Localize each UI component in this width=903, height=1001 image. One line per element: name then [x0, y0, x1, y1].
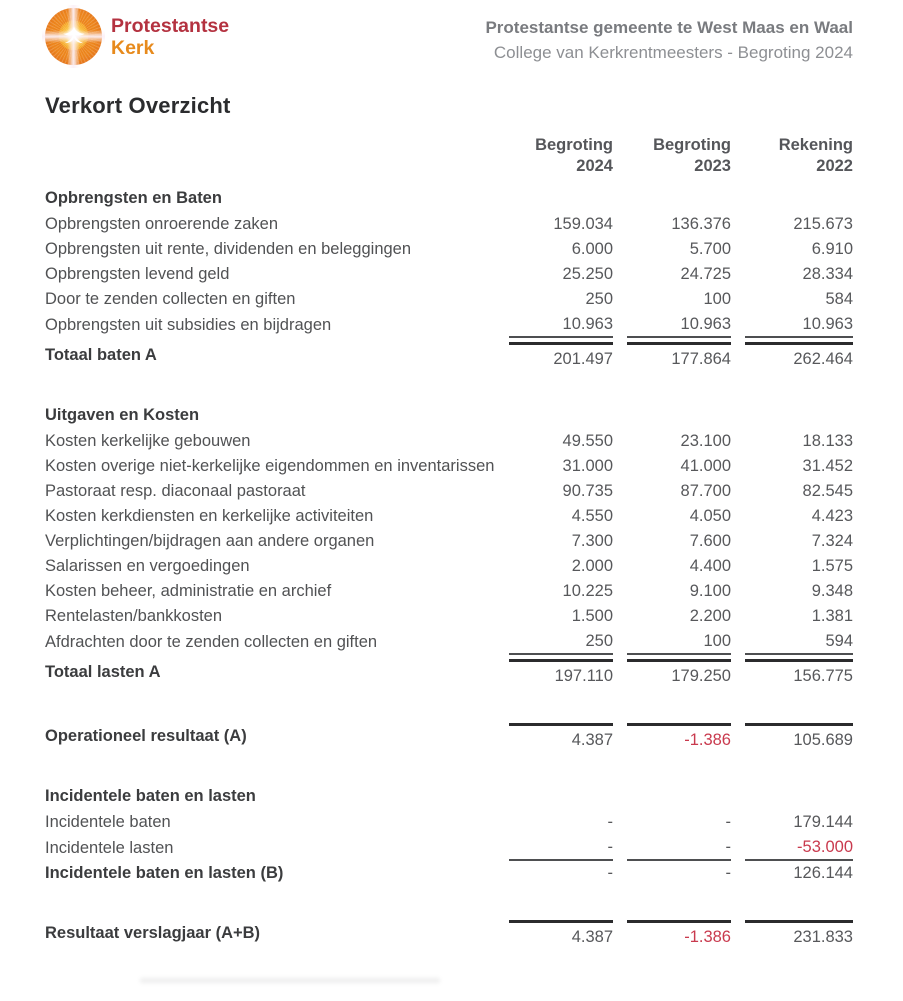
- column-year: 2022: [816, 157, 853, 176]
- cell-value: 197.110: [509, 659, 613, 689]
- protestantse-kerk-logo: [45, 8, 229, 65]
- table-body: [45, 185, 853, 950]
- page-header: [45, 8, 853, 65]
- row-label: Opbrengsten uit subsidies en bijdragen: [45, 315, 332, 334]
- table-row: [45, 429, 853, 454]
- cell-value: -53.000: [745, 835, 853, 861]
- cell-value: 4.400: [689, 557, 731, 576]
- column-header-begroting-2024: [495, 135, 613, 177]
- cell-value: 18.133: [802, 432, 853, 451]
- cell-value: 4.050: [689, 507, 731, 526]
- organisation-header: [485, 8, 853, 65]
- cell-value: 6.000: [571, 240, 613, 259]
- cell-value: 136.376: [671, 215, 731, 234]
- total-row: [45, 916, 853, 950]
- cell-value: 4.550: [571, 507, 613, 526]
- cell-value: 584: [825, 290, 853, 309]
- row-label: Incidentele baten en lasten (B): [45, 864, 284, 883]
- table-row: [45, 529, 853, 554]
- cell-value: -1.386: [627, 723, 731, 753]
- organisation-subtitle: College van Kerkrentmeesters - Begroting 2024: [493, 42, 853, 62]
- cell-value: 10.225: [562, 582, 613, 601]
- total-row: [45, 719, 853, 753]
- cell-value: 10.963: [627, 312, 731, 338]
- row-label: Kosten beheer, administratie en archief: [45, 582, 332, 601]
- cell-value: -: [607, 813, 613, 832]
- cell-value: 1.381: [811, 607, 853, 626]
- column-header-begroting-2023: [613, 135, 731, 177]
- organisation-title: Protestantse gemeente te West Maas en Waal: [485, 18, 853, 37]
- row-label: Opbrengsten levend geld: [45, 265, 230, 284]
- table-row: [45, 312, 853, 338]
- cell-value: 5.700: [689, 240, 731, 259]
- cell-value: 156.775: [745, 659, 853, 689]
- page-cutoff-artifact: [140, 978, 440, 983]
- cell-value: 100: [703, 290, 731, 309]
- cell-value: 82.545: [802, 482, 853, 501]
- cell-value: 250: [585, 290, 613, 309]
- column-label: Begroting: [535, 136, 613, 155]
- cell-value: 159.034: [553, 215, 613, 234]
- row-label: Salarissen en vergoedingen: [45, 557, 250, 576]
- dove-icon: [59, 21, 89, 51]
- row-label: Rentelasten/bankkosten: [45, 607, 223, 626]
- cell-value: 31.452: [802, 457, 853, 476]
- cell-value: 87.700: [680, 482, 731, 501]
- cell-value: 23.100: [680, 432, 731, 451]
- row-label: Afdrachten door te zenden collecten en giften: [45, 632, 378, 651]
- row-label: Uitgaven en Kosten: [45, 406, 200, 425]
- row-label: Kosten overige niet-kerkelijke eigendommen en inventarissen: [45, 457, 495, 476]
- cell-value: -: [725, 813, 731, 832]
- row-label: Incidentele lasten: [45, 838, 174, 857]
- table-row: [45, 629, 853, 655]
- logo-line-2: Kerk: [111, 36, 155, 59]
- logo-wordmark: [111, 14, 229, 58]
- total-row: [45, 655, 853, 689]
- cell-value: 90.735: [562, 482, 613, 501]
- cell-value: 179.144: [793, 813, 853, 832]
- row-label: Totaal baten A: [45, 345, 157, 364]
- table-row: [45, 237, 853, 262]
- page-title: Verkort Overzicht: [45, 93, 231, 119]
- table-row: [45, 479, 853, 504]
- cell-value: 231.833: [745, 920, 853, 950]
- section-spacer: [45, 753, 853, 783]
- row-label: Pastoraat resp. diaconaal pastoraat: [45, 482, 306, 501]
- row-label: Operationeel resultaat (A): [45, 726, 247, 745]
- cell-value: 10.963: [509, 312, 613, 338]
- cell-value: 4.387: [509, 723, 613, 753]
- table-row: [45, 579, 853, 604]
- section-header-row: [45, 185, 853, 212]
- cell-value: 594: [745, 629, 853, 655]
- section-spacer: [45, 372, 853, 402]
- cell-value: 1.500: [571, 607, 613, 626]
- column-label: Begroting: [653, 136, 731, 155]
- section-header-row: [45, 783, 853, 810]
- sunburst-cross-dove-icon: [45, 8, 102, 65]
- section-header-row: [45, 402, 853, 429]
- cell-value: 179.250: [627, 659, 731, 689]
- row-label: Opbrengsten onroerende zaken: [45, 215, 278, 234]
- table-row: [45, 454, 853, 479]
- table-row: [45, 835, 853, 861]
- table-row: [45, 554, 853, 579]
- row-label: Opbrengsten uit rente, dividenden en beleggingen: [45, 240, 412, 259]
- table-row: [45, 262, 853, 287]
- table-row: [45, 212, 853, 237]
- cell-value: 31.000: [562, 457, 613, 476]
- logo-line-1: Protestantse: [111, 15, 230, 38]
- cell-value: 4.423: [811, 507, 853, 526]
- cell-value: 7.600: [689, 532, 731, 551]
- cell-value: 2.000: [571, 557, 613, 576]
- cell-value: 100: [627, 629, 731, 655]
- column-year: 2023: [694, 157, 731, 176]
- row-label: Totaal lasten A: [45, 662, 161, 681]
- table-row: [45, 604, 853, 629]
- table-row: [45, 810, 853, 835]
- cell-value: 41.000: [680, 457, 731, 476]
- row-label: Incidentele baten: [45, 813, 171, 832]
- section-spacer: [45, 886, 853, 916]
- table-row: [45, 287, 853, 312]
- cell-value: 262.464: [745, 342, 853, 372]
- cell-value: 25.250: [562, 265, 613, 284]
- cell-value: 6.910: [811, 240, 853, 259]
- row-label: Door te zenden collecten en giften: [45, 290, 296, 309]
- cell-value: 7.300: [571, 532, 613, 551]
- cell-value: -: [627, 835, 731, 861]
- cell-value: 49.550: [562, 432, 613, 451]
- cell-value: 9.348: [811, 582, 853, 601]
- cell-value: 215.673: [793, 215, 853, 234]
- row-label: Incidentele baten en lasten: [45, 787, 256, 806]
- cell-value: 250: [509, 629, 613, 655]
- column-year: 2024: [576, 157, 613, 176]
- column-label: Rekening: [778, 136, 853, 155]
- cell-value: 4.387: [509, 920, 613, 950]
- column-header-rekening-2022: [731, 135, 853, 177]
- cell-value: -: [509, 835, 613, 861]
- cell-value: 177.864: [627, 342, 731, 372]
- row-label: Opbrengsten en Baten: [45, 189, 222, 208]
- row-label: Kosten kerkelijke gebouwen: [45, 432, 251, 451]
- cell-value: 105.689: [745, 723, 853, 753]
- cell-value: -: [607, 864, 613, 883]
- row-label: Resultaat verslagjaar (A+B): [45, 923, 261, 942]
- table-column-headers: [45, 135, 853, 177]
- section-spacer: [45, 689, 853, 719]
- cell-value: 24.725: [680, 265, 731, 284]
- cell-value: 201.497: [509, 342, 613, 372]
- row-label: Verplichtingen/bijdragen aan andere organen: [45, 532, 375, 551]
- cell-value: 28.334: [802, 265, 853, 284]
- table-row: [45, 504, 853, 529]
- cell-value: 126.144: [793, 864, 853, 883]
- cell-value: 9.100: [689, 582, 731, 601]
- total-row: [45, 338, 853, 372]
- cell-value: 10.963: [745, 312, 853, 338]
- cell-value: 7.324: [811, 532, 853, 551]
- cell-value: 1.575: [811, 557, 853, 576]
- cell-value: 2.200: [689, 607, 731, 626]
- cell-value: -: [725, 864, 731, 883]
- total-row: [45, 861, 853, 886]
- cell-value: -1.386: [627, 920, 731, 950]
- row-label: Kosten kerkdiensten en kerkelijke activiteiten: [45, 507, 374, 526]
